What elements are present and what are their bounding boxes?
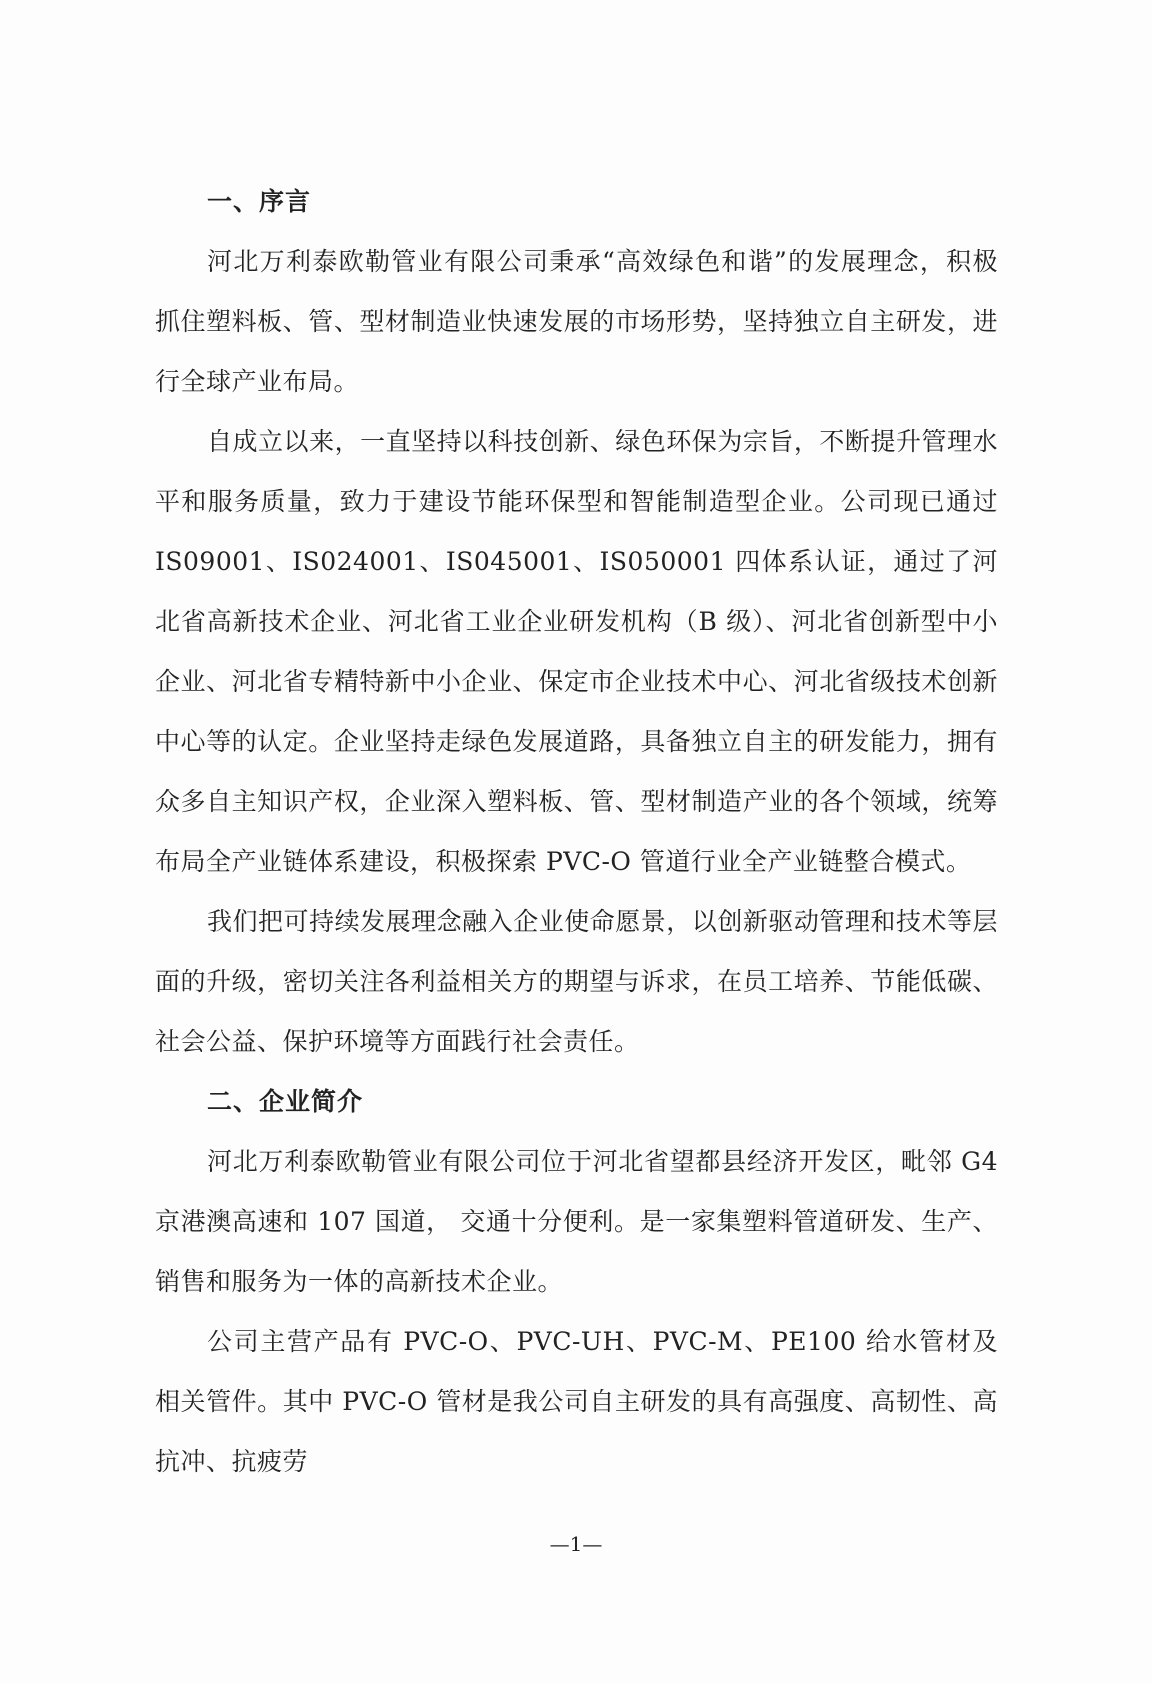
paragraph: 公司主营产品有 PVC-O、PVC-UH、PVC-M、PE100 给水管材及相关管件。其中 PVC-O 管材是我公司自主研发的具有高强度、高韧性、高抗冲、抗疲劳: [155, 1327, 998, 1476]
document-body: [155, 172, 998, 1492]
paragraph: 我们把可持续发展理念融入企业使命愿景，以创新驱动管理和技术等层面的升级，密切关注各利益相关方的期望与诉求，在员工培养、节能低碳、社会公益、保护环境等方面践行社会责任。: [155, 907, 998, 1056]
paragraph: 河北万利泰欧勒管业有限公司位于河北省望都县经济开发区，毗邻 G4 京港澳高速和 107 国道， 交通十分便利。是一家集塑料管道研发、生产、销售和服务为一体的高新技术企业。: [155, 1147, 998, 1296]
paragraph: 自成立以来，一直坚持以科技创新、绿色环保为宗旨，不断提升管理水平和服务质量，致力于建设节能环保型和智能制造型企业。公司现已通过 IS09001、IS024001、IS045001、IS050001 四体系认证，通过了河北省高新技术企业、河北省工业企业研发机构（B 级）、河北省创新型中小企业、河北省专精特新中小企业、保定市企业技术中心、河北省级技术创新中心等的认定。企业坚持走绿色发展道路，具备独立自主的研发能力，拥有众多自主知识产权，企业深入塑料板、管、型材制造产业的各个领域，统筹布局全产业链体系建设，积极探索 PVC-O 管道行业全产业链整合模式。: [155, 427, 998, 876]
section-heading-company-profile: 二、企业简介: [207, 1087, 364, 1116]
section-heading-preface: 一、序言: [207, 187, 312, 216]
page-number: —1—: [549, 1532, 603, 1556]
paragraph: 河北万利泰欧勒管业有限公司秉承“高效绿色和谐”的发展理念，积极抓住塑料板、管、型材制造业快速发展的市场形势，坚持独立自主研发，进行全球产业布局。: [155, 247, 998, 396]
